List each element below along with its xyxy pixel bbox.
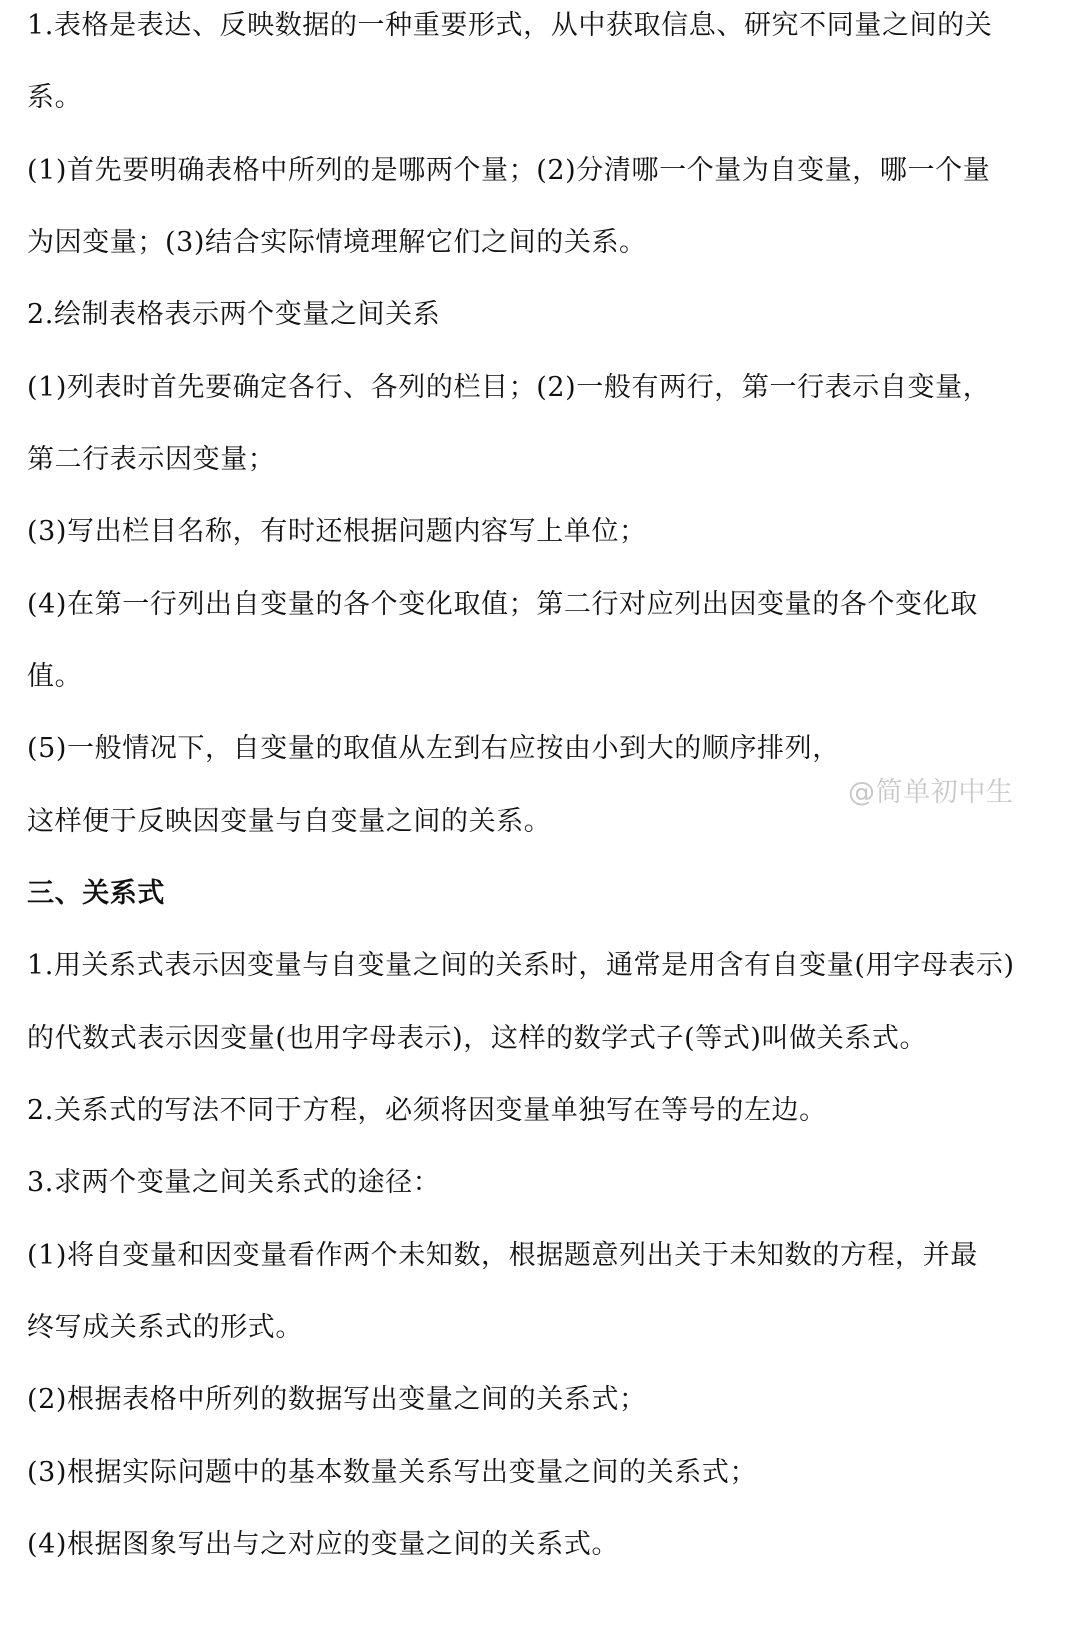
text-line-8: (3)写出栏目名称，有时还根据问题内容写上单位；	[27, 516, 647, 547]
text-line-1: 1.表格是表达、反映数据的一种重要形式，从中获取信息、研究不同量之间的关	[27, 10, 993, 41]
text-line-16: 2.关系式的写法不同于方程，必须将因变量单独写在等号的左边。	[27, 1095, 827, 1126]
text-line-5: 2.绘制表格表示两个变量之间关系	[27, 299, 441, 330]
text-line-18: (1)将自变量和因变量看作两个未知数，根据题意列出关于未知数的方程，并最	[27, 1240, 978, 1271]
text-line-21: (3)根据实际问题中的基本数量关系写出变量之间的关系式；	[27, 1457, 758, 1488]
text-line-4: 为因变量；(3)结合实际情境理解它们之间的关系。	[27, 227, 647, 258]
text-line-2: 系。	[27, 82, 83, 113]
section-heading: 三、关系式	[27, 878, 165, 909]
text-line-19: 终写成关系式的形式。	[27, 1312, 303, 1343]
text-line-9: (4)在第一行列出自变量的各个变化取值；第二行对应列出因变量的各个变化取	[27, 589, 978, 620]
text-line-11: (5)一般情况下，自变量的取值从左到右应按由小到大的顺序排列，	[27, 733, 840, 764]
watermark: @简单初中生	[848, 777, 1014, 808]
text-line-6: (1)列表时首先要确定各行、各列的栏目；(2)一般有两行，第一行表示自变量，	[27, 372, 991, 403]
text-line-14: 1.用关系式表示因变量与自变量之间的关系时，通常是用含有自变量(用字母表示)	[27, 950, 1015, 981]
text-line-7: 第二行表示因变量；	[27, 444, 276, 475]
text-line-12: 这样便于反映因变量与自变量之间的关系。	[27, 806, 552, 837]
text-line-15: 的代数式表示因变量(也用字母表示)，这样的数学式子(等式)叫做关系式。	[27, 1023, 928, 1054]
text-line-20: (2)根据表格中所列的数据写出变量之间的关系式；	[27, 1384, 647, 1415]
text-line-10: 值。	[27, 661, 83, 692]
text-line-3: (1)首先要明确表格中所列的是哪两个量；(2)分清哪一个量为自变量，哪一个量	[27, 155, 991, 186]
text-line-17: 3.求两个变量之间关系式的途径：	[27, 1167, 441, 1198]
text-line-22: (4)根据图象写出与之对应的变量之间的关系式。	[27, 1529, 620, 1560]
